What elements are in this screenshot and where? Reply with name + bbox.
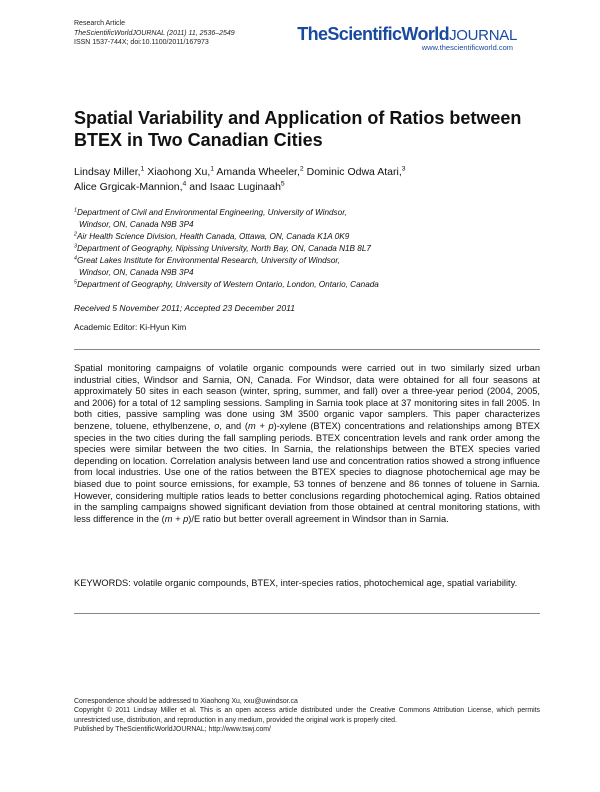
journal-header: [74, 19, 235, 48]
author-name: Amanda Wheeler,: [214, 166, 300, 178]
journal-reference: TheScientificWorldJOURNAL (2011) 11, 2536–2549: [74, 29, 235, 37]
affiliation-item: $^5$Department of Geography, University of Western Ontario, London, Ontario, Canada: [74, 279, 379, 289]
author-name: Lindsay Miller,: [74, 166, 141, 178]
affiliation-mark: 4: [182, 180, 187, 188]
affiliation-item: $^3$Department of Geography, Nipissing University, North Bay, ON, Canada N1B 8L7: [74, 243, 371, 253]
copyright: Copyright © 2011 Lindsay Miller et al. This is an open access article distributed under the Creative Commons Attribution License, which permits unrestricted use, distribution, and reproduction in any medium, provided the original work is properly cited.: [74, 707, 540, 724]
author-name: Dominic Odwa Atari,: [303, 166, 402, 178]
affiliation-item: $^2$Air Health Science Division, Health Canada, Ottawa, ON, Canada K1A 0K9: [74, 231, 350, 241]
affiliation-list: [74, 207, 544, 291]
abstract: Spatial monitoring campaigns of volatile organic compounds were carried out in two similarly sized urban industrial cities, Windsor and Sarnia, ON, Canada. For Windsor, data were obtained for all four seasons at approximately 50 sites in each season (winter, spring, summer, and fall) over a three-year period (2004, 2005, and 2006) for a total of 12 sampling sessions. Sampling in Sarnia took place at 37 monitoring sites in fall 2005. In both cities, passive sampling was done using 3M 3500 organic vapor samplers. This paper characterizes benzene, toluene, ethylbenzene, o, and (m + p)-xylene (BTEX) concentrations and relationships among BTEX species in the two cities during the fall sampling periods. BTEX concentration levels and rank order among the species were similar between the two cities. In Sarnia, the relationships between the BTEX species varied depending on location. Correlation analysis between land use and concentration ratios showed a strong influence from local industries. Use one of the ratios between the BTEX species to diagnose photochemical age may be biased due to point source emissions, for example, 53 tonnes of benzene and 86 tonnes of toluene in Sarnia. However, considering multiple ratios leads to better conclusions regarding photochemical aging. Ratios obtained in the sampling campaigns showed significant deviation from those obtained at central monitoring stations, with less difference in the (m + p)/E ratio but better overall agreement in Windsor than in Sarnia.: [74, 363, 541, 524]
logo-name-bold: TheScientificWorld: [297, 24, 450, 44]
correspondence: Correspondence should be addressed to Xiaohong Xu, xxu@uwindsor.ca: [74, 698, 298, 705]
logo-url: www.thescientificworld.com: [421, 43, 513, 52]
affiliation-item: $^4$Great Lakes Institute for Environmental Research, University of Windsor, Windsor, ON, Canada N9B 3P4: [74, 255, 340, 277]
keywords: KEYWORDS: volatile organic compounds, BTEX, inter-species ratios, photochemical age, spatial variability.: [74, 578, 518, 588]
affiliation-mark: 1: [210, 165, 215, 173]
article-type: Research Article: [74, 20, 125, 27]
affiliation-mark: 1: [140, 165, 145, 173]
journal-logo: [297, 24, 517, 52]
logo-name-light: JOURNAL: [449, 27, 517, 44]
divider: [74, 613, 540, 614]
paper-title: Spatial Variability and Application of Ratios between BTEX in Two Canadian Cities: [74, 108, 522, 150]
received-accepted-dates: Received 5 November 2011; Accepted 23 December 2011: [74, 303, 296, 313]
author-name: Xiaohong Xu,: [144, 166, 211, 178]
affiliation-mark: 2: [299, 165, 304, 173]
academic-editor: Academic Editor: Ki-Hyun Kim: [74, 322, 187, 332]
affiliation-mark: 3: [401, 165, 406, 173]
issn-doi: ISSN 1537-744X; doi:10.1100/2011/167973: [74, 39, 209, 46]
author-name: Alice Grgicak-Mannion,: [74, 181, 183, 193]
publisher: Published by TheScientificWorldJOURNAL; http://www.tswj.com/: [74, 726, 271, 734]
divider: [74, 349, 540, 350]
author-list: [74, 165, 544, 195]
author-name: and Isaac Luginaah: [186, 181, 281, 193]
affiliation-mark: 5: [280, 180, 285, 188]
affiliation-item: $^1$Department of Civil and Environmental Engineering, University of Windsor, Windsor, ON, Canada N9B 3P4: [74, 207, 347, 229]
footer: [74, 697, 540, 735]
